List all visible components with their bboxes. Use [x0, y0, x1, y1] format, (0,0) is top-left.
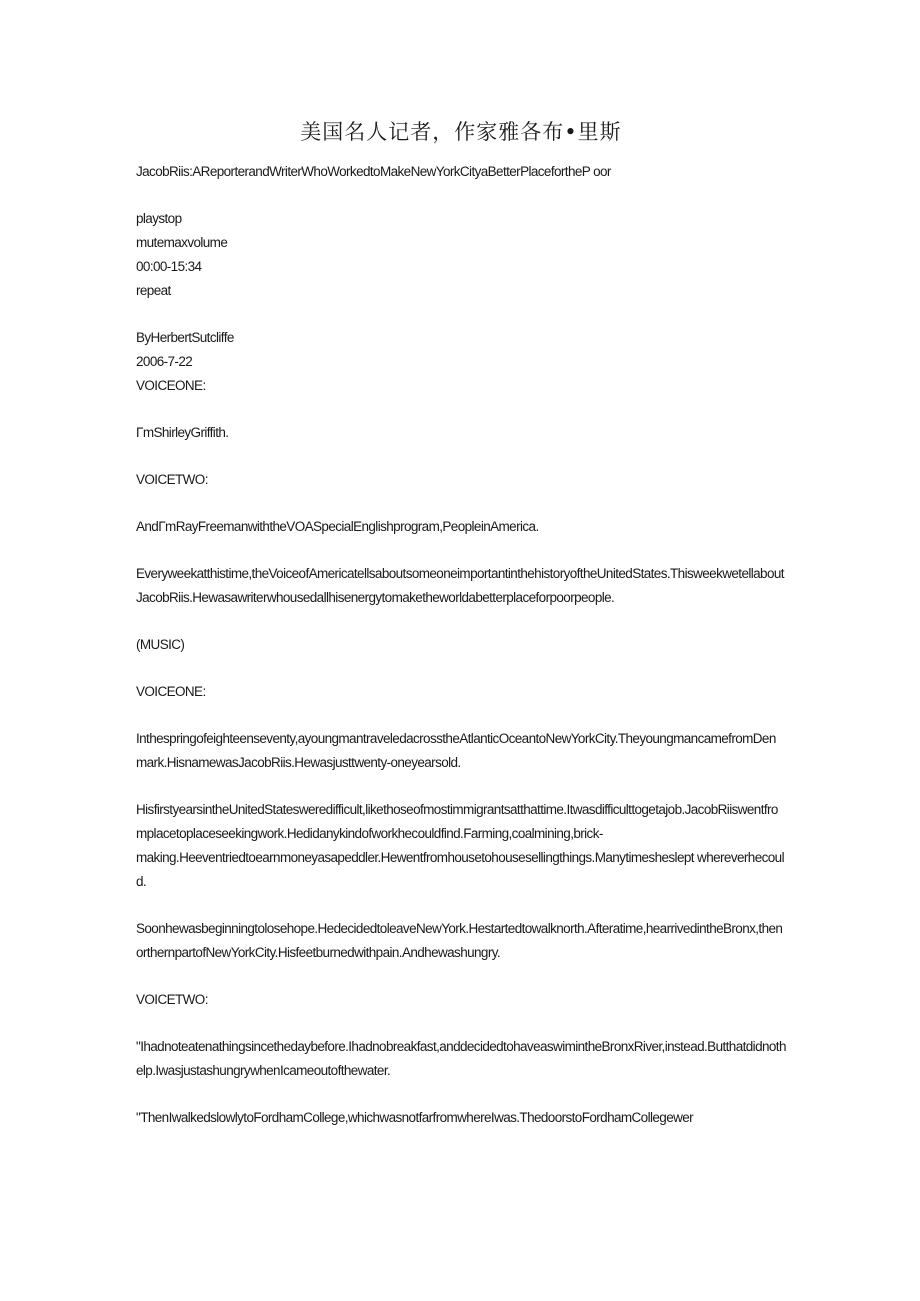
music-cue: (MUSIC) [136, 637, 185, 652]
byline: ByHerbertSutcliffe [136, 330, 234, 345]
paragraph-part: HisfirstyearsintheUnitedStatesweredifficult,likethoseofmostimmigrantsatthattime.Itwasdifficulttogetajob.JacobRiiswentfromplacetoplaceseekingwork.Hedidanykindofworkhecouldfind.Farming,coalmining,brick- [136, 802, 778, 841]
quote-paragraph: "ThenIwalkedslowlytoFordhamCollege,whichwasnotfarfromwhereIwas.ThedoorstoFordhamCollegewer [136, 1110, 694, 1125]
player-repeat: repeat [136, 283, 171, 298]
speaker-label: VOICEONE: [136, 684, 206, 699]
paragraph-part: making.Heeventriedtoearnmoneyasapeddler.Hewentfromhousetohousesellingthings.Manytimesheslept whereverhecould. [136, 850, 784, 889]
paragraph: Inthespringofeighteenseventy,ayoungmantraveledacrosstheAtlanticOceantoNewYorkCity.TheyoungmancamefromDenmark.HisnamewasJacobRiis.Hewasjusttwenty-oneyearsold. [136, 731, 776, 770]
date: 2006-7-22 [136, 354, 193, 369]
quote-paragraph: "Ihadnoteatenathingsincethedaybefore.Ihadnobreakfast,anddecidedtohaveaswimintheBronxRiver,instead.Butthatdidnothelp.IwasjustashungrywhenIcameoutofthewater. [136, 1039, 786, 1078]
paragraph: ΓmShirleyGriffith. [136, 425, 229, 440]
speaker-label: VOICEONE: [136, 378, 206, 393]
speaker-label: VOICETWO: [136, 472, 208, 487]
speaker-label: VOICETWO: [136, 992, 208, 1007]
player-controls-volume: mutemaxvolume [136, 235, 228, 250]
subtitle: JacobRiis:AReporterandWriterWhoWorkedtoMakeNewYorkCityaBetterPlacefortheP oor [136, 164, 611, 179]
page-title: 美国名人记者，作家雅各布•里斯 [300, 120, 622, 144]
player-time: 00:00-15:34 [136, 259, 202, 274]
paragraph: Everyweekatthistime,theVoiceofAmericatellsaboutsomeoneimportantinthehistoryoftheUnitedStates.ThisweekwetellaboutJacobRiis.Hewasawriterwhousedallhisenergytomaketheworldabetterplaceforpoorpeople. [136, 566, 784, 605]
paragraph [136, 798, 786, 894]
document-body [136, 160, 786, 1153]
player-controls-play-stop: playstop [136, 211, 182, 226]
paragraph: AndΓmRayFreemanwiththeVOASpecialEnglishprogram,PeopleinAmerica. [136, 519, 539, 534]
paragraph: Soonhewasbeginningtolosehope.HedecidedtoleaveNewYork.Hestartedtowalknorth.Afteratime,hearrivedintheBronx,thenorthernpartofNewYorkCity.Hisfeetburnedwithpain.Andhewashungry. [136, 921, 783, 960]
